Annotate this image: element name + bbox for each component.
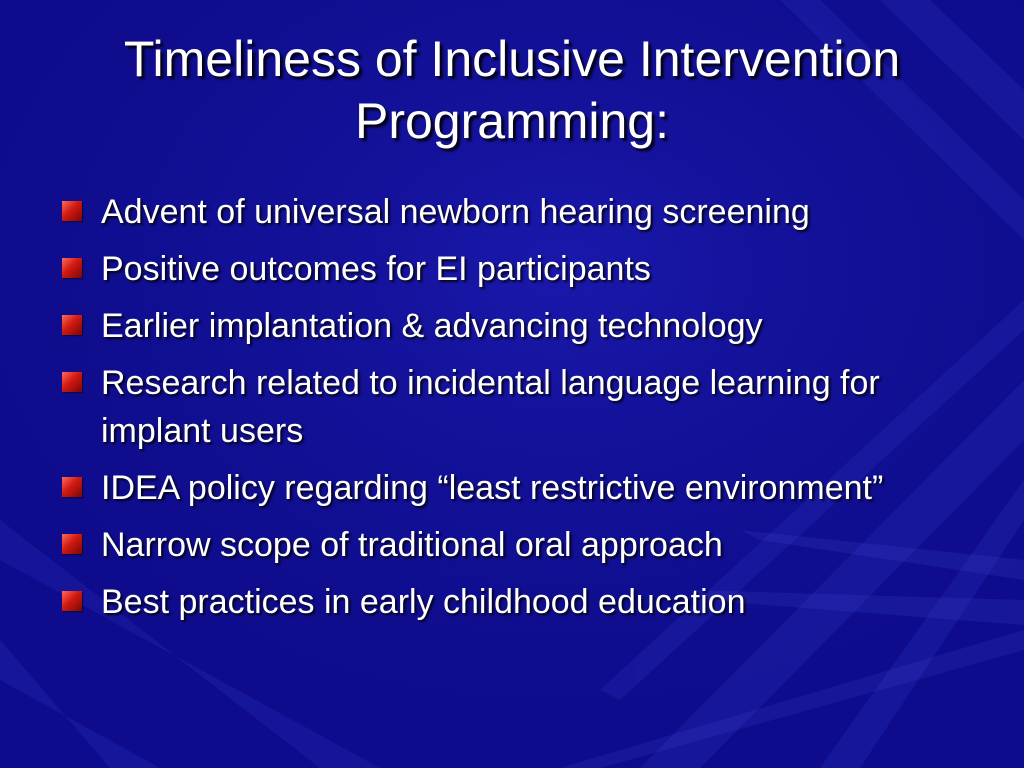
bullet-text: Positive outcomes for EI participants: [101, 250, 651, 288]
red-square-bullet-icon: [62, 201, 82, 221]
bullet-text: Advent of universal newborn hearing screening: [101, 193, 810, 231]
bullet-text: IDEA policy regarding “least restrictive environment”: [101, 469, 884, 507]
bullet-text: Best practices in early childhood education: [101, 583, 746, 621]
slide-title: Timeliness of Inclusive Intervention Programming:: [123, 31, 901, 149]
red-square-bullet-icon: [62, 477, 82, 497]
list-item: [62, 464, 982, 512]
bullet-text: Earlier implantation & advancing technology: [101, 307, 763, 345]
bullet-text: Narrow scope of traditional oral approach: [101, 526, 723, 564]
red-square-bullet-icon: [62, 372, 82, 392]
list-item: [62, 302, 982, 350]
list-item: [62, 245, 982, 293]
bullet-text: Research related to incidental language learning for implant users: [101, 364, 880, 450]
red-square-bullet-icon: [62, 534, 82, 554]
red-square-bullet-icon: [62, 315, 82, 335]
list-item: [62, 578, 982, 626]
list-item: [62, 188, 982, 236]
list-item: [62, 359, 982, 455]
red-square-bullet-icon: [62, 591, 82, 611]
bullet-list: [62, 188, 982, 635]
list-item: [62, 521, 982, 569]
red-square-bullet-icon: [62, 258, 82, 278]
